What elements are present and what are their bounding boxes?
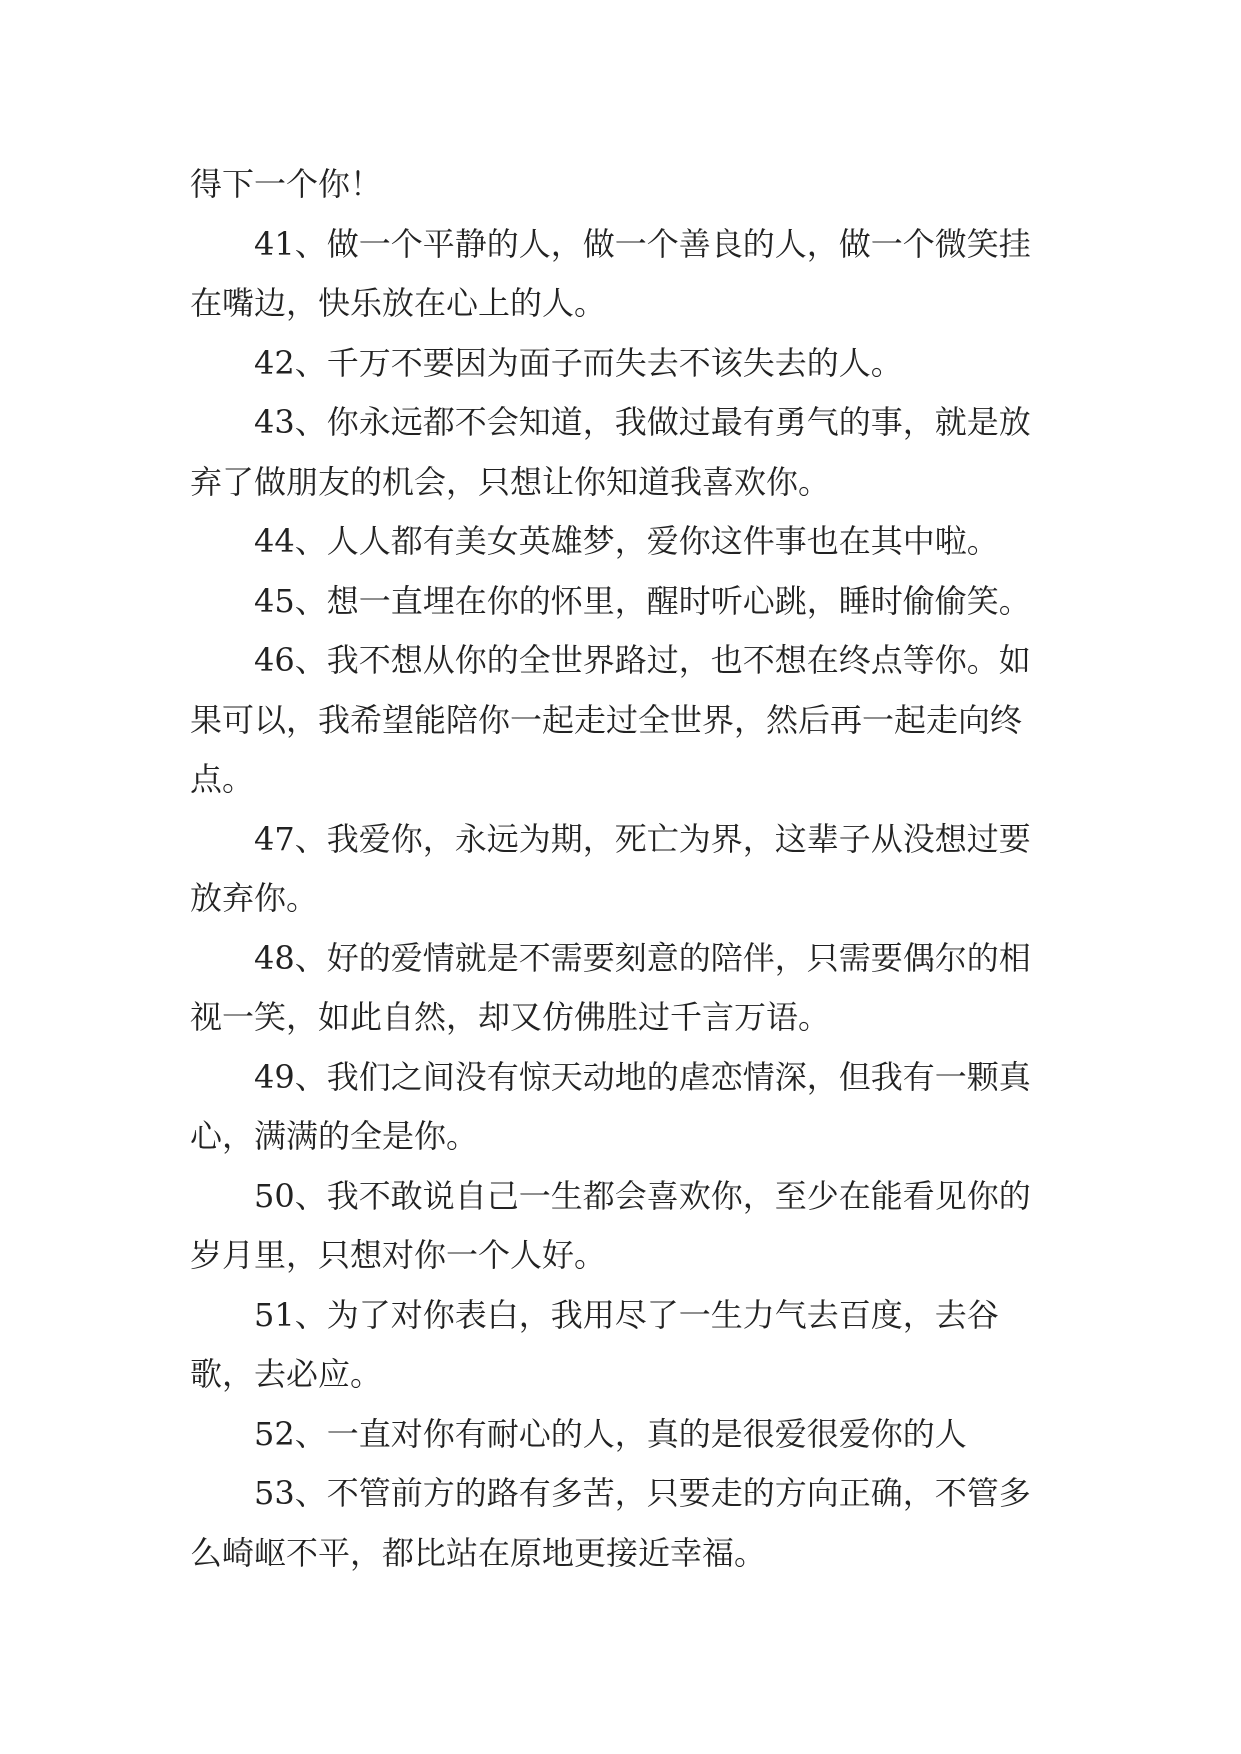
paragraph-42: 42、千万不要因为面子而失去不该失去的人。 xyxy=(254,343,903,382)
paragraph-41: 41、做一个平静的人，做一个善良的人，做一个微笑挂在嘴边，快乐放在心上的人。 xyxy=(190,224,1031,322)
paragraph-43: 43、你永远都不会知道，我做过最有勇气的事，就是放弃了做朋友的机会，只想让你知道我喜欢你。 xyxy=(190,403,1031,501)
paragraph-45: 45、想一直埋在你的怀里，醒时听心跳，睡时偷偷笑。 xyxy=(254,581,1031,620)
paragraph-44: 44、人人都有美女英雄梦，爱你这件事也在其中啦。 xyxy=(254,522,999,560)
paragraph-50: 50、我不敢说自己一生都会喜欢你，至少在能看见你的岁月里，只想对你一个人好。 xyxy=(190,1176,1031,1274)
paragraph-47: 47、我爱你，永远为期，死亡为界，这辈子从没想过要放弃你。 xyxy=(190,819,1031,917)
document-page xyxy=(190,155,1050,1583)
paragraph-51: 51、为了对你表白，我用尽了一生力气去百度，去谷歌，去必应。 xyxy=(190,1295,999,1393)
paragraph-46: 46、我不想从你的全世界路过，也不想在终点等你。如果可以，我希望能陪你一起走过全世界，然后再一起走向终点。 xyxy=(190,641,1031,798)
paragraph-49: 49、我们之间没有惊天动地的虐恋情深，但我有一颗真心，满满的全是你。 xyxy=(190,1057,1031,1155)
paragraph-53: 53、不管前方的路有多苦，只要走的方向正确，不管多么崎岖不平，都比站在原地更接近幸福。 xyxy=(190,1474,1031,1572)
paragraph-48: 48、好的爱情就是不需要刻意的陪伴，只需要偶尔的相视一笑，如此自然，却又仿佛胜过千言万语。 xyxy=(190,938,1031,1036)
paragraph-52: 52、一直对你有耐心的人，真的是很爱很爱你的人 xyxy=(254,1414,967,1453)
paragraph-continuation: 得下一个你！ xyxy=(190,165,383,203)
